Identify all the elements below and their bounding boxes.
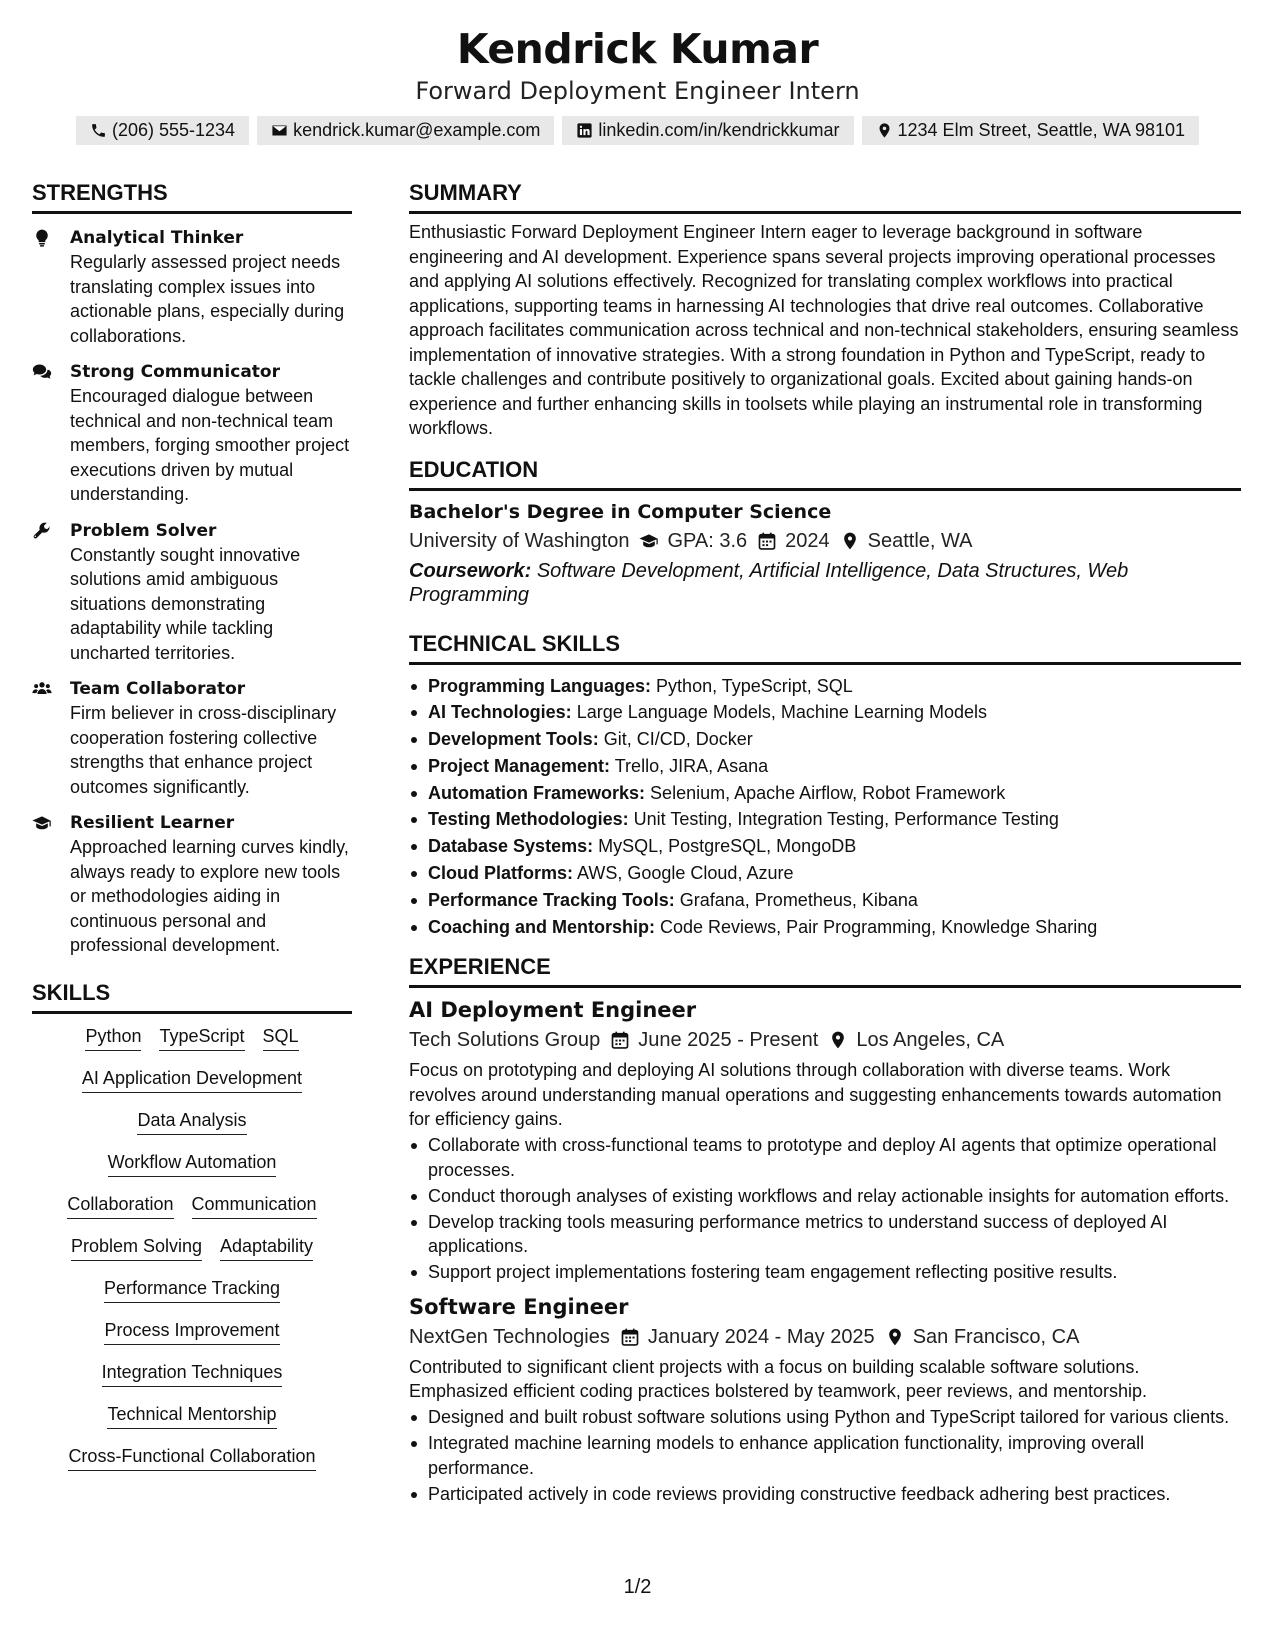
strengths-list (32, 226, 352, 958)
skill-values: Selenium, Apache Airflow, Robot Framework (650, 782, 1006, 803)
skill-category: Coaching and Mentorship: (428, 916, 655, 937)
graduation-cap-icon (32, 811, 70, 958)
education-heading: EDUCATION (409, 455, 1241, 491)
list-item: Designed and built robust software solutions using Python and TypeScript tailored for various clients. (409, 1405, 1241, 1430)
job-location: Los Angeles, CA (856, 1029, 1005, 1052)
calendar-icon (610, 1030, 630, 1050)
strength-description: Regularly assessed project needs translating complex issues into actionable plans, especially during collaborations. (70, 252, 345, 346)
comments-icon (32, 360, 70, 507)
list-item: Participated actively in code reviews providing constructive feedback adhering best practices. (409, 1482, 1241, 1507)
strength-description: Encouraged dialogue between technical and non-technical team members, forging smoother project executions driven by mutual understanding. (70, 386, 350, 504)
year-group (757, 527, 830, 555)
job-title: AI Deployment Engineer (409, 998, 697, 1023)
skill-category: Performance Tracking Tools: (428, 889, 675, 910)
list-item: Conduct thorough analyses of existing workflows and relay actionable insights for automation efforts. (409, 1184, 1241, 1209)
skill-values: Python, TypeScript, SQL (656, 675, 853, 696)
skill-values: Unit Testing, Integration Testing, Performance Testing (633, 809, 1059, 830)
degree-title: Bachelor's Degree in Computer Science (409, 500, 832, 523)
job-entry (409, 996, 1241, 1285)
map-pin-icon (885, 1327, 905, 1347)
school-name: University of Washington (409, 529, 630, 552)
strength-item (32, 677, 352, 799)
job-description: Focus on prototyping and deploying AI solutions through collaboration with diverse teams. Work revolves around understanding manual operations and suggesting enhancements towards automation for efficiency gains. (409, 1060, 1222, 1130)
strength-title: Team Collaborator (70, 679, 246, 699)
gpa-group (639, 527, 747, 555)
left-column (32, 178, 352, 1471)
skill-tag: Cross-Functional Collaboration (68, 1444, 315, 1471)
contact-email-text: kendrick.kumar@example.com (293, 120, 541, 140)
skill-values: Git, CI/CD, Docker (603, 729, 753, 750)
skill-tag: Problem Solving (71, 1234, 202, 1261)
gpa-value: GPA: 3.6 (667, 529, 748, 552)
location-group (828, 1026, 1004, 1054)
job-title: Software Engineer (409, 1294, 629, 1319)
list-item (409, 780, 1241, 807)
strength-title: Analytical Thinker (70, 228, 244, 248)
job-dates: January 2024 - May 2025 (647, 1325, 875, 1348)
list-item (409, 699, 1241, 726)
contact-email[interactable] (257, 116, 554, 145)
job-dates: June 2025 - Present (638, 1029, 819, 1052)
skill-row (32, 1318, 352, 1345)
candidate-title: Forward Deployment Engineer Intern (415, 77, 860, 105)
strength-item (32, 519, 352, 666)
company-name: Tech Solutions Group (409, 1029, 601, 1052)
skill-row (32, 1360, 352, 1387)
skill-values: MySQL, PostgreSQL, MongoDB (598, 836, 857, 857)
strengths-heading: STRENGTHS (32, 178, 352, 214)
contact-address-text: 1234 Elm Street, Seattle, WA 98101 (897, 120, 1186, 140)
skill-category: Database Systems: (428, 836, 594, 857)
strength-item (32, 226, 352, 348)
contact-linkedin[interactable] (562, 116, 853, 145)
strength-item (32, 811, 352, 958)
skills-heading: SKILLS (32, 978, 352, 1014)
skill-row (32, 1150, 352, 1177)
strength-title: Problem Solver (70, 520, 217, 541)
list-item (409, 833, 1241, 860)
skill-tag: TypeScript (159, 1024, 244, 1051)
list-item: Integrated machine learning models to enhance application functionality, improving overall performance. (409, 1431, 1241, 1480)
coursework-label: Coursework: (409, 559, 532, 582)
strength-title: Resilient Learner (70, 813, 235, 833)
list-item (409, 860, 1241, 887)
skill-category: Development Tools: (428, 729, 599, 750)
map-pin-icon (876, 122, 893, 139)
skill-tag: SQL (263, 1024, 299, 1051)
contact-phone[interactable] (76, 116, 249, 145)
skill-row (32, 1276, 352, 1303)
job-bullets (409, 1133, 1241, 1285)
right-column (409, 178, 1241, 1506)
skill-category: Project Management: (428, 755, 611, 776)
skill-tag: Technical Mentorship (107, 1402, 276, 1429)
page-number: 1/2 (623, 1576, 652, 1598)
contact-address (862, 116, 1200, 145)
linkedin-icon (576, 122, 593, 139)
job-bullets (409, 1405, 1241, 1506)
list-item: Collaborate with cross-functional teams to prototype and deploy AI agents that optimize operational processes. (409, 1133, 1241, 1182)
skill-tag: Python (85, 1024, 141, 1051)
skill-tag: Adaptability (220, 1234, 313, 1261)
dates-group (620, 1323, 875, 1351)
location-group (885, 1323, 1080, 1351)
lightbulb-icon (32, 226, 70, 348)
strength-item (32, 360, 352, 507)
skill-category: Testing Methodologies: (428, 809, 629, 830)
list-item (409, 753, 1241, 780)
list-item (409, 914, 1241, 941)
skill-row (32, 1402, 352, 1429)
phone-icon (90, 122, 107, 139)
strength-title: Strong Communicator (70, 362, 280, 382)
skill-row (32, 1066, 352, 1093)
skill-row (32, 1024, 352, 1051)
skill-row (32, 1108, 352, 1135)
skill-values: AWS, Google Cloud, Azure (577, 863, 794, 884)
skill-values: Trello, JIRA, Asana (614, 755, 769, 776)
coursework-list: Software Development, Artificial Intelligence, Data Structures, Web Programming (409, 559, 1129, 606)
map-pin-icon (828, 1030, 848, 1050)
list-item: Develop tracking tools measuring performance metrics to understand success of deployed AI applications. (409, 1210, 1241, 1259)
summary-heading: SUMMARY (409, 178, 1241, 214)
resume-header (0, 22, 1275, 145)
location-group (840, 527, 973, 555)
job-description: Contributed to significant client projects with a focus on building scalable software solutions. Emphasized efficient coding practices bolstered by teamwork, peer reviews, and mentorship. (409, 1356, 1148, 1402)
job-entry (409, 1293, 1241, 1507)
skill-category: Automation Frameworks: (428, 782, 646, 803)
contact-bar (0, 116, 1275, 145)
school-location: Seattle, WA (867, 529, 973, 552)
skill-tag: Collaboration (67, 1192, 173, 1219)
calendar-icon (620, 1327, 640, 1347)
envelope-icon (271, 122, 288, 139)
strength-description: Firm believer in cross-disciplinary cooperation fostering collective strengths that enhance project outcomes significantly. (70, 703, 337, 797)
skill-tag: Process Improvement (104, 1318, 279, 1345)
contact-linkedin-text: linkedin.com/in/kendrickkumar (598, 120, 840, 140)
job-location: San Francisco, CA (912, 1325, 1080, 1348)
list-item (409, 726, 1241, 753)
skill-row (32, 1192, 352, 1219)
candidate-name: Kendrick Kumar (456, 25, 819, 73)
dates-group (610, 1026, 818, 1054)
map-pin-icon (840, 531, 860, 551)
education-meta (409, 527, 1241, 555)
skills-list (32, 1024, 352, 1471)
job-meta (409, 1323, 1241, 1351)
list-item: Support project implementations fostering team engagement reflecting positive results. (409, 1260, 1241, 1285)
skill-tag: Workflow Automation (108, 1150, 277, 1177)
technical-skills-heading: TECHNICAL SKILLS (409, 629, 1241, 665)
skill-values: Grafana, Prometheus, Kibana (679, 889, 918, 910)
skill-tag: Communication (192, 1192, 317, 1219)
job-meta (409, 1026, 1241, 1054)
summary-text: Enthusiastic Forward Deployment Engineer Intern eager to leverage background in software engineering and AI development. Experience spans several projects improving operational processes and applying AI solutions effectively. Recognized for translating complex workflows into practical applications, supporting teams in harnessing AI technologies that drive real outcomes. Collaborative approach facilitates communication across technical and non-technical stakeholders, ensuring seamless implementation of innovative strategies. With a strong foundation in Python and TypeScript, ready to tackle challenges and contribute positively to organizational goals. Excited about gaining hands-on experience and further enhancing skills in toolsets while playing an instrumental role in transforming workflows. (409, 222, 1239, 438)
graduation-year: 2024 (785, 529, 830, 552)
strength-description: Approached learning curves kindly, always ready to explore new tools or methodologies aiding in continuous personal and professional development. (70, 837, 349, 955)
experience-heading: EXPERIENCE (409, 952, 1241, 988)
skill-tag: Data Analysis (137, 1108, 246, 1135)
skill-category: Programming Languages: (428, 675, 652, 696)
skill-tag: Performance Tracking (104, 1276, 280, 1303)
skill-category: AI Technologies: (428, 702, 572, 723)
list-item (409, 806, 1241, 833)
skill-row (32, 1234, 352, 1261)
skill-tag: AI Application Development (82, 1066, 302, 1093)
graduation-cap-icon (639, 531, 659, 551)
skill-row (32, 1444, 352, 1471)
contact-phone-text: (206) 555-1234 (111, 120, 236, 140)
wrench-icon (32, 519, 70, 666)
skill-category: Cloud Platforms: (428, 863, 574, 884)
technical-skills-list (409, 673, 1241, 941)
list-item (409, 887, 1241, 914)
list-item (409, 673, 1241, 700)
skill-values: Code Reviews, Pair Programming, Knowledge Sharing (660, 916, 1098, 937)
skill-tag: Integration Techniques (102, 1360, 283, 1387)
coursework (409, 559, 1241, 607)
strength-description: Constantly sought innovative solutions amid ambiguous situations demonstrating adaptability while tackling uncharted territories. (70, 544, 301, 663)
skill-values: Large Language Models, Machine Learning Models (576, 702, 987, 723)
calendar-icon (757, 531, 777, 551)
company-name: NextGen Technologies (409, 1325, 610, 1348)
users-icon (32, 677, 70, 799)
